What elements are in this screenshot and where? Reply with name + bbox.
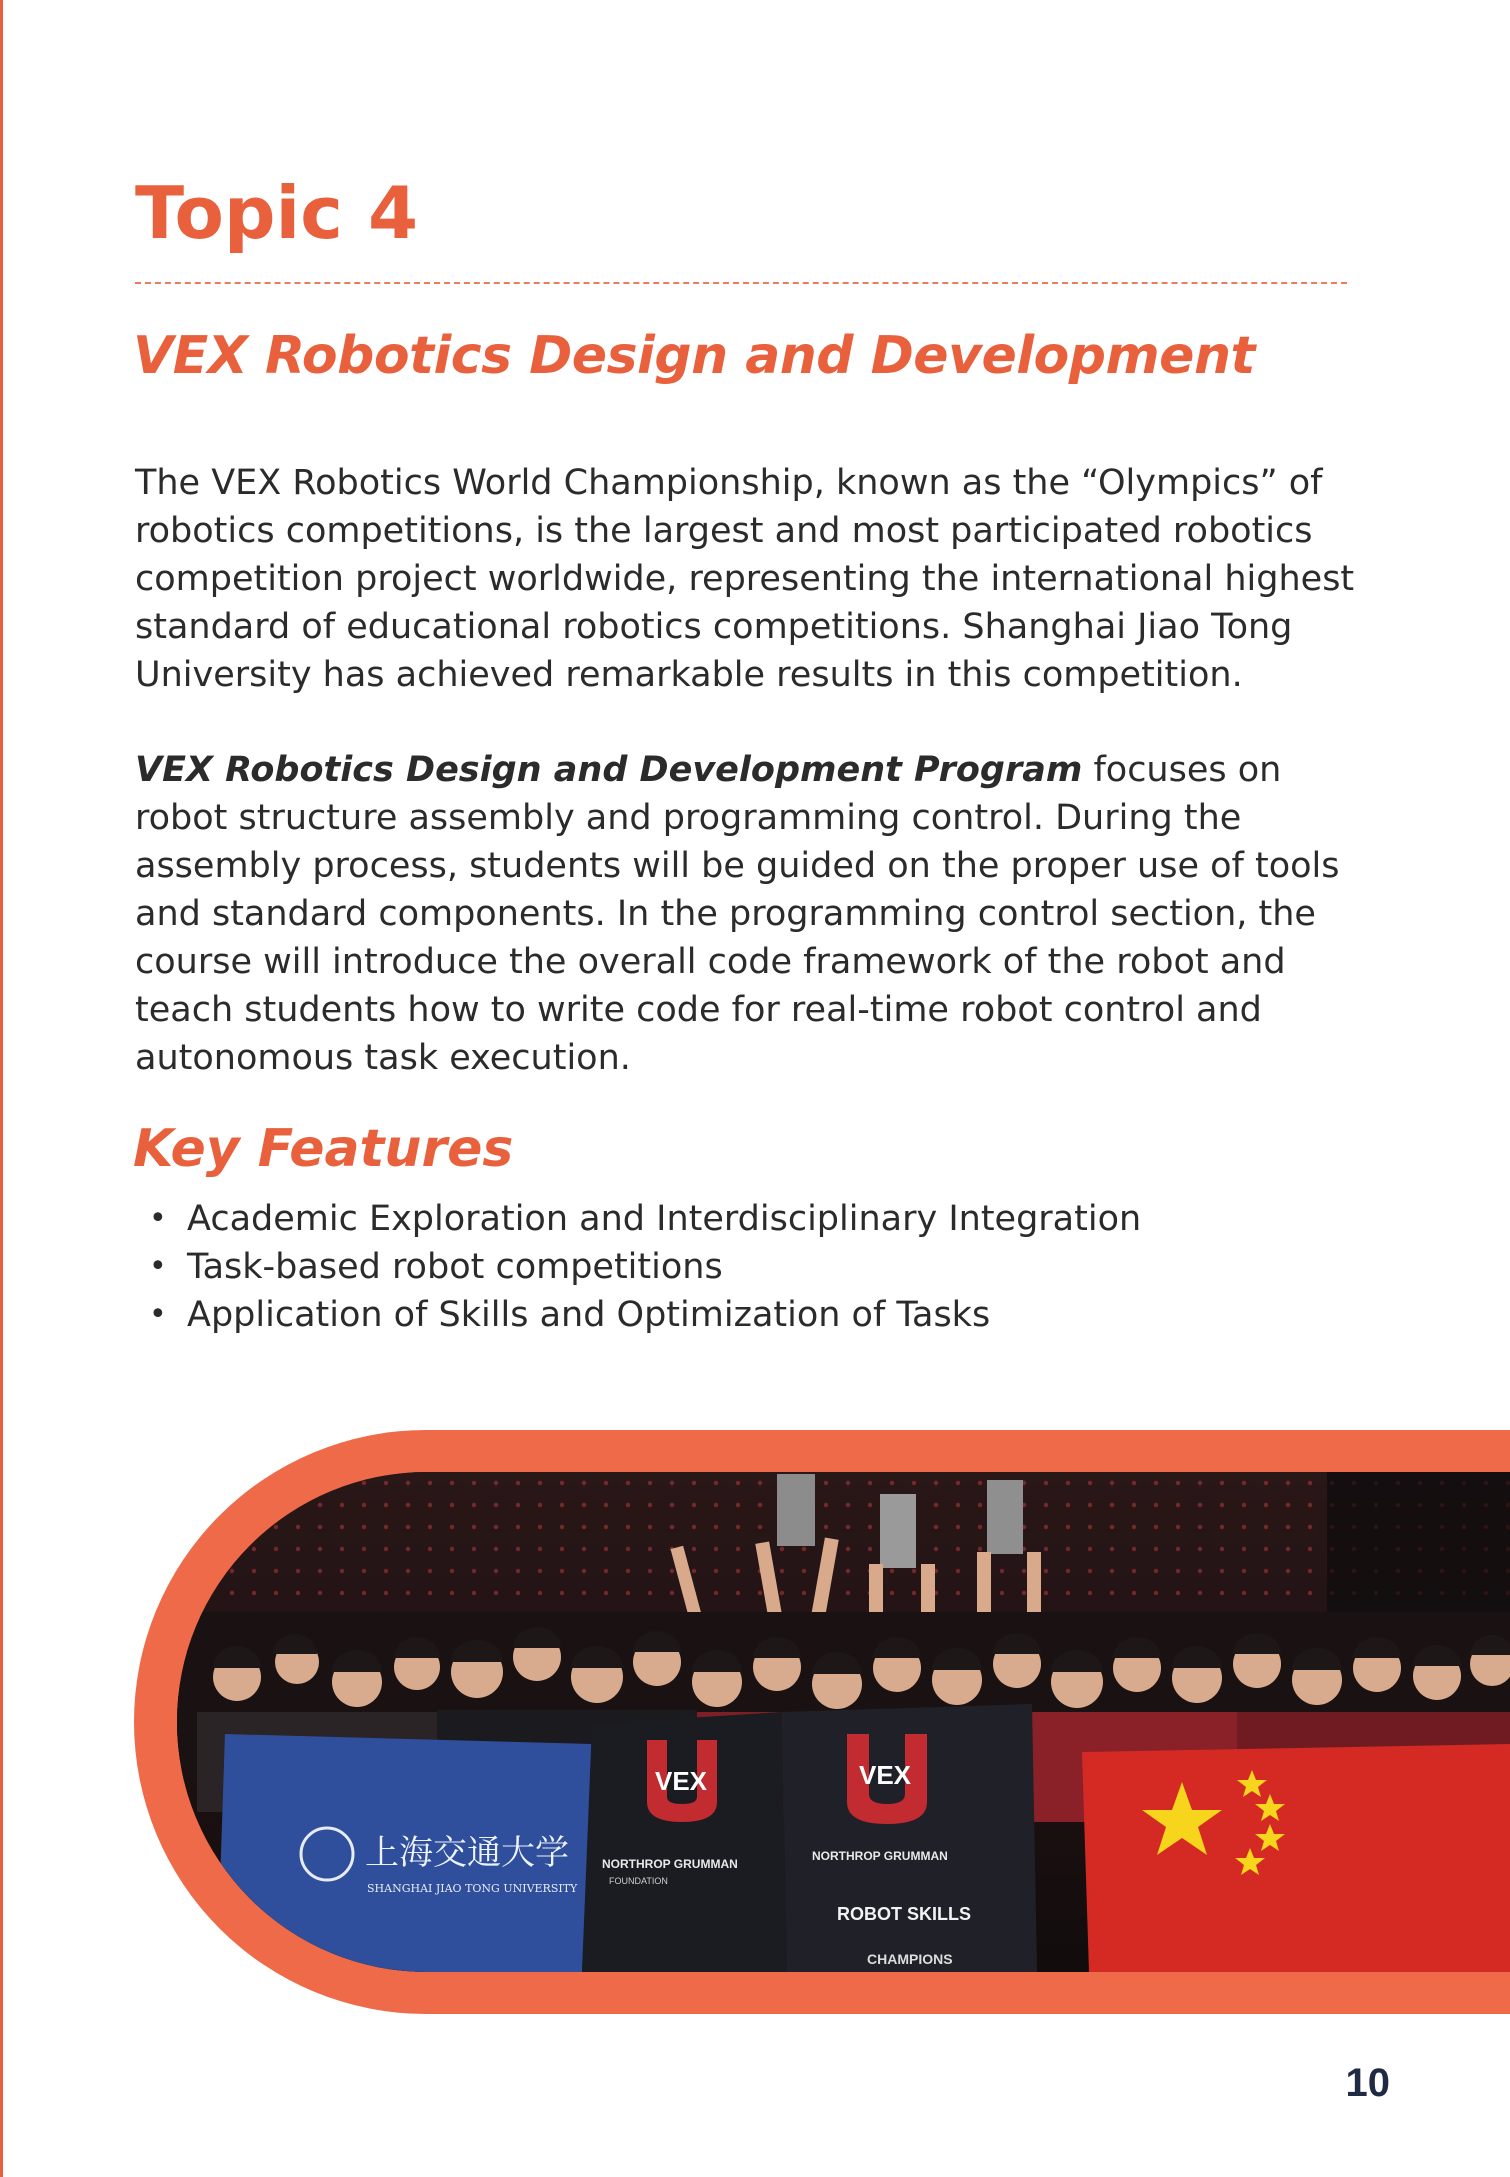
program-body: focuses on robot structure assembly and programming control. During the assembly process, students will be guided on the proper use of tools and standard components. In the programming control section, the course will introduce the overall code framework of the robot and teach students how to write code for real-time robot control and autonomous task execution. [135,750,1340,1078]
photo-banner [134,1430,1510,2014]
page-number: 10 [1345,2061,1390,2105]
bullet-icon: • [149,1201,167,1236]
dashed-divider [135,282,1347,284]
bullet-icon: • [149,1249,167,1284]
vex-banner-right [782,1704,1037,1972]
vex-logo-text: VEX [655,1766,708,1796]
feature-text: Task-based robot competitions [187,1247,723,1287]
list-item [135,1243,1141,1291]
university-banner-sublabel: SHANGHAI JIAO TONG UNIVERSITY [367,1882,578,1895]
program-lead: VEX Robotics Design and Development Program [135,750,1083,790]
award-label: ROBOT SKILLS [837,1904,971,1924]
university-banner [217,1734,592,1972]
sponsor-label: NORTHROP GRUMMAN [602,1857,738,1871]
vex-logo-text-right: VEX [859,1760,912,1790]
team-photo-illustration [177,1472,1510,1972]
bullet-icon: • [149,1297,167,1332]
vex-banner-left [582,1712,787,1972]
key-features-list [135,1195,1141,1339]
sponsor-label-right: NORTHROP GRUMMAN [812,1849,948,1863]
topic-title: Topic 4 [135,171,419,255]
list-item [135,1291,1141,1339]
feature-text: Academic Exploration and Interdisciplinary Integration [187,1199,1142,1239]
page-subtitle: VEX Robotics Design and Development [133,326,1255,386]
program-paragraph [135,746,1355,1082]
university-banner-label: 上海交通大学 [365,1833,569,1873]
sponsor-sublabel: FOUNDATION [609,1876,668,1886]
team-photo [177,1472,1510,1972]
intro-paragraph: The VEX Robotics World Championship, known as the “Olympics” of robotics competitions, is the largest and most participated robotics competition project worldwide, representing the international highest standard of educational robotics competitions. Shanghai Jiao Tong University has achieved remarkable results in this competition. [135,463,1355,695]
key-features-heading: Key Features [133,1119,514,1179]
flag-icon [1082,1744,1510,1972]
feature-text: Application of Skills and Optimization of Tasks [187,1295,991,1335]
award-sublabel: CHAMPIONS [867,1951,953,1967]
page-edge-rule [0,0,3,2177]
list-item [135,1195,1141,1243]
